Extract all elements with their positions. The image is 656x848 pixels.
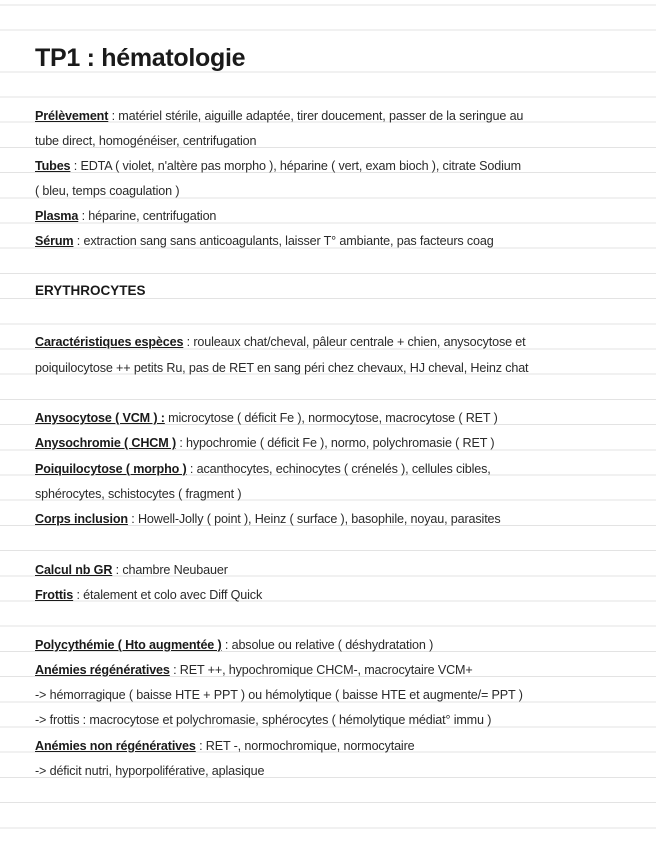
text-anemies-regeneratives: : RET ++, hypochromique CHCM-, macrocytaire VCM+ (169, 663, 473, 677)
line-prelevement-cont (35, 133, 256, 149)
line-frottis-regen (35, 712, 491, 728)
line-calcul-nb-gr (35, 562, 228, 578)
term-anysochromie: Anysochromie ( CHCM ) (35, 436, 176, 450)
text-anemies-non-regeneratives: : RET -, normochromique, normocytaire (195, 739, 415, 753)
text-frottis: : étalement et colo avec Diff Quick (73, 588, 263, 602)
line-hemorragique (35, 687, 523, 703)
term-calcul-nb-gr: Calcul nb GR (35, 563, 113, 577)
text-frottis-regen: -> frottis : macrocytose et polychromasie, sphérocytes ( hémolytique médiat° immu ) (35, 713, 492, 727)
term-serum: Sérum (35, 234, 74, 248)
term-plasma: Plasma (35, 209, 79, 223)
text-calcul-nb-gr: : chambre Neubauer (112, 563, 228, 577)
text-tubes: : EDTA ( violet, n'altère pas morpho ), héparine ( vert, exam bioch ), citrate Sodium (70, 159, 521, 173)
line-prelevement (35, 108, 523, 124)
text-anysochromie: : hypochromie ( déficit Fe ), normo, polychromasie ( RET ) (176, 436, 495, 450)
line-serum (35, 233, 494, 249)
line-corps-inclusion (35, 511, 501, 527)
term-frottis: Frottis (35, 588, 74, 602)
text-deficit-nutri: -> déficit nutri, hyporpoliférative, aplasique (35, 764, 265, 778)
term-polycythemie: Polycythémie ( Hto augmentée ) (35, 638, 222, 652)
line-polycythemie (35, 637, 433, 653)
text-prelevement-cont: tube direct, homogénéiser, centrifugation (35, 134, 257, 148)
text-prelevement: : matériel stérile, aiguille adaptée, tirer doucement, passer de la seringue au (108, 109, 524, 123)
text-tubes-cont: ( bleu, temps coagulation ) (35, 184, 180, 198)
text-serum: : extraction sang sans anticoagulants, laisser T° ambiante, pas facteurs coag (73, 234, 494, 248)
line-caracteristiques (35, 334, 526, 350)
term-poiquilocytose: Poiquilocytose ( morpho ) (35, 462, 187, 476)
line-frottis (35, 587, 262, 603)
line-plasma (35, 208, 216, 224)
page-title: TP1 : hématologie (35, 44, 246, 72)
line-deficit-nutri (35, 763, 264, 779)
line-tubes (35, 158, 521, 174)
text-caracteristiques: : rouleaux chat/cheval, pâleur centrale + chien, anysocytose et (183, 335, 526, 349)
line-anemies-non-regeneratives (35, 738, 414, 754)
term-tubes: Tubes (35, 159, 71, 173)
line-anysocytose (35, 410, 498, 426)
section-heading-erythrocytes: ERYTHROCYTES (35, 283, 146, 298)
text-corps-inclusion: : Howell-Jolly ( point ), Heinz ( surface ), basophile, noyau, parasites (127, 512, 501, 526)
line-anysochromie (35, 435, 494, 451)
term-caracteristiques: Caractéristiques espèces (35, 335, 184, 349)
text-hemorragique: -> hémorragique ( baisse HTE + PPT ) ou hémolytique ( baisse HTE et augmente/= PPT ) (35, 688, 523, 702)
line-tubes-cont (35, 183, 179, 199)
term-prelevement: Prélèvement (35, 109, 109, 123)
line-poiquilocytose (35, 461, 491, 477)
text-poiquilocytose: : acanthocytes, echinocytes ( crénelés ), cellules cibles, (186, 462, 491, 476)
text-poiquilocytose-cont: sphérocytes, schistocytes ( fragment ) (35, 487, 242, 501)
term-anemies-regeneratives: Anémies régénératives (35, 663, 170, 677)
text-caracteristiques-cont: poiquilocytose ++ petits Ru, pas de RET en sang péri chez chevaux, HJ cheval, Heinz chat (35, 361, 529, 375)
line-caracteristiques-cont (35, 360, 528, 376)
line-anemies-regeneratives (35, 662, 473, 678)
text-polycythemie: : absolue ou relative ( déshydratation ) (221, 638, 434, 652)
text-anysocytose: microcytose ( déficit Fe ), normocytose, macrocytose ( RET ) (164, 411, 498, 425)
text-plasma: : héparine, centrifugation (78, 209, 217, 223)
term-anemies-non-regeneratives: Anémies non régénératives (35, 739, 196, 753)
line-poiquilocytose-cont (35, 486, 241, 502)
term-anysocytose: Anysocytose ( VCM ) : (35, 411, 165, 425)
term-corps-inclusion: Corps inclusion (35, 512, 128, 526)
